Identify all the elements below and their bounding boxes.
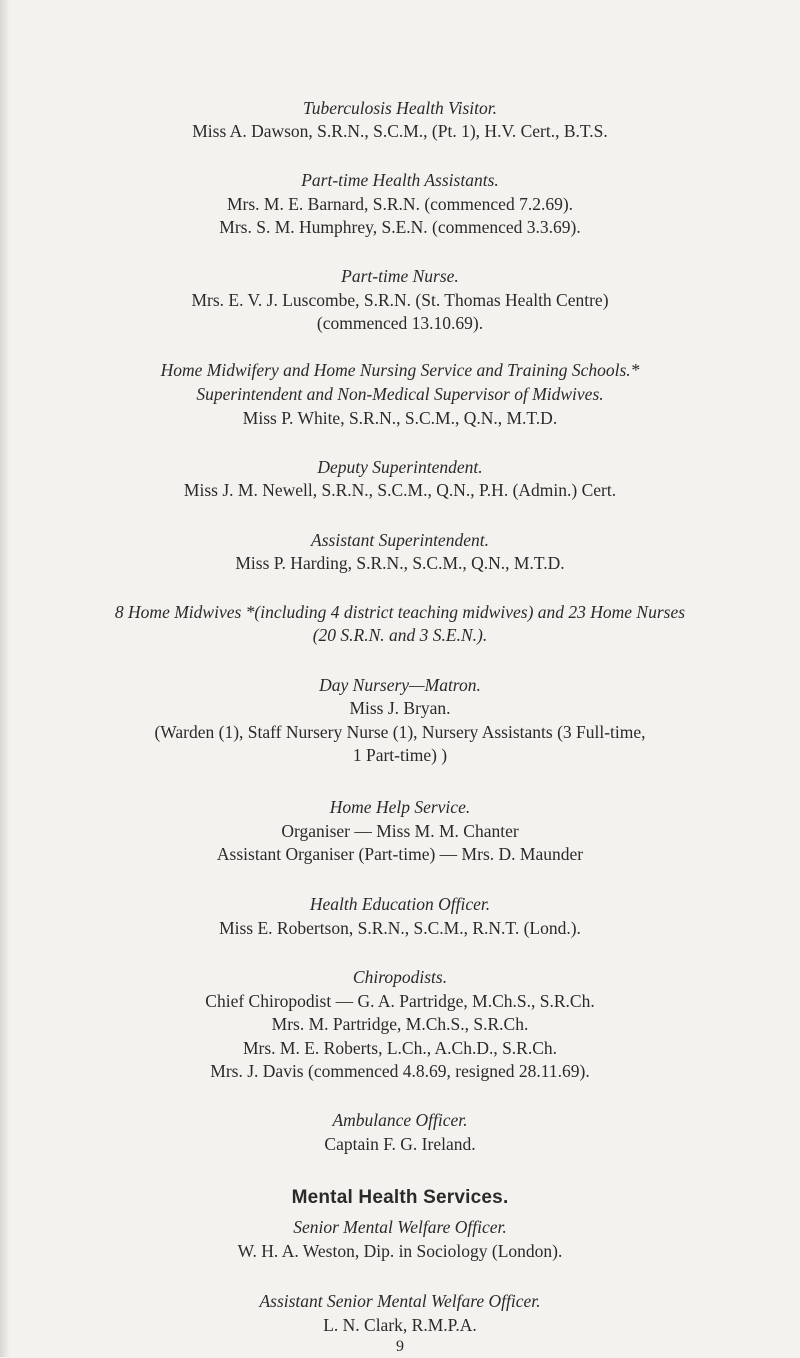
deputy-line-1: Miss J. M. Newell, S.R.N., S.C.M., Q.N., P.H. (Admin.) Cert. xyxy=(183,480,617,500)
nursery-line-2: (Warden (1), Staff Nursery Nurse (1), Nursery Assistants (3 Full-time, xyxy=(154,722,646,742)
assistant-sup-line-1: Miss P. Harding, S.R.N., S.C.M., Q.N., M.T.D. xyxy=(235,553,565,573)
mental-heading-2: Assistant Senior Mental Welfare Officer. xyxy=(259,1291,541,1311)
assistant-sup-heading: Assistant Superintendent. xyxy=(311,530,489,550)
midwifery-line-1: Miss P. White, S.R.N., S.C.M., Q.N., M.T.D. xyxy=(242,408,558,428)
home-help-line-2: Assistant Organiser (Part-time) — Mrs. D. Maunder xyxy=(216,844,584,864)
pt-health-line-1: Mrs. M. E. Barnard, S.R.N. (commenced 7.2.69). xyxy=(226,194,574,214)
pt-health-heading: Part-time Health Assistants. xyxy=(301,170,499,190)
staff-note-line-2: (20 S.R.N. and 3 S.E.N.). xyxy=(312,625,488,645)
ambulance-line-1: Captain F. G. Ireland. xyxy=(324,1134,476,1154)
chiropodists-line-2: Mrs. M. Partridge, M.Ch.S., S.R.Ch. xyxy=(271,1014,529,1034)
mental-health-section-title: Mental Health Services. xyxy=(291,1187,509,1208)
page-number: 9 xyxy=(396,1338,404,1355)
pt-nurse-line-1: Mrs. E. V. J. Luscombe, S.R.N. (St. Thomas Health Centre) xyxy=(191,290,609,310)
health-ed-line-1: Miss E. Robertson, S.R.N., S.C.M., R.N.T. (Lond.). xyxy=(219,918,581,938)
deputy-heading: Deputy Superintendent. xyxy=(317,457,483,477)
staff-note-line-1: 8 Home Midwives *(including 4 district teaching midwives) and 23 Home Nurses xyxy=(114,602,686,622)
chiropodists-line-3: Mrs. M. E. Roberts, L.Ch., A.Ch.D., S.R.Ch. xyxy=(242,1038,558,1058)
chiropodists-heading: Chiropodists. xyxy=(352,967,448,987)
mental-line-1: W. H. A. Weston, Dip. in Sociology (London). xyxy=(237,1241,563,1261)
mental-heading-1: Senior Mental Welfare Officer. xyxy=(293,1217,507,1237)
midwifery-heading-1: Home Midwifery and Home Nursing Service and Training Schools.* xyxy=(160,360,640,380)
pt-nurse-heading: Part-time Nurse. xyxy=(341,266,459,286)
mental-line-2: L. N. Clark, R.M.P.A. xyxy=(323,1315,477,1335)
tb-line-1: Miss A. Dawson, S.R.N., S.C.M., (Pt. 1), H.V. Cert., B.T.S. xyxy=(192,121,608,141)
tb-heading: Tuberculosis Health Visitor. xyxy=(303,98,497,118)
health-ed-heading: Health Education Officer. xyxy=(309,894,491,914)
pt-nurse-line-2: (commenced 13.10.69). xyxy=(316,313,484,333)
nursery-line-1: Miss J. Bryan. xyxy=(349,698,451,718)
chiropodists-line-1: Chief Chiropodist — G. A. Partridge, M.Ch.S., S.R.Ch. xyxy=(205,991,595,1011)
nursery-heading: Day Nursery—Matron. xyxy=(319,675,481,695)
home-help-line-1: Organiser — Miss M. M. Chanter xyxy=(281,821,519,841)
home-help-heading: Home Help Service. xyxy=(329,797,471,817)
nursery-line-3: 1 Part-time) ) xyxy=(352,745,448,765)
chiropodists-line-4: Mrs. J. Davis (commenced 4.8.69, resigned 28.11.69). xyxy=(210,1061,590,1081)
pt-health-line-2: Mrs. S. M. Humphrey, S.E.N. (commenced 3.3.69). xyxy=(219,217,581,237)
ambulance-heading: Ambulance Officer. xyxy=(332,1110,468,1130)
midwifery-heading-2: Superintendent and Non-Medical Supervisor of Midwives. xyxy=(196,384,604,404)
